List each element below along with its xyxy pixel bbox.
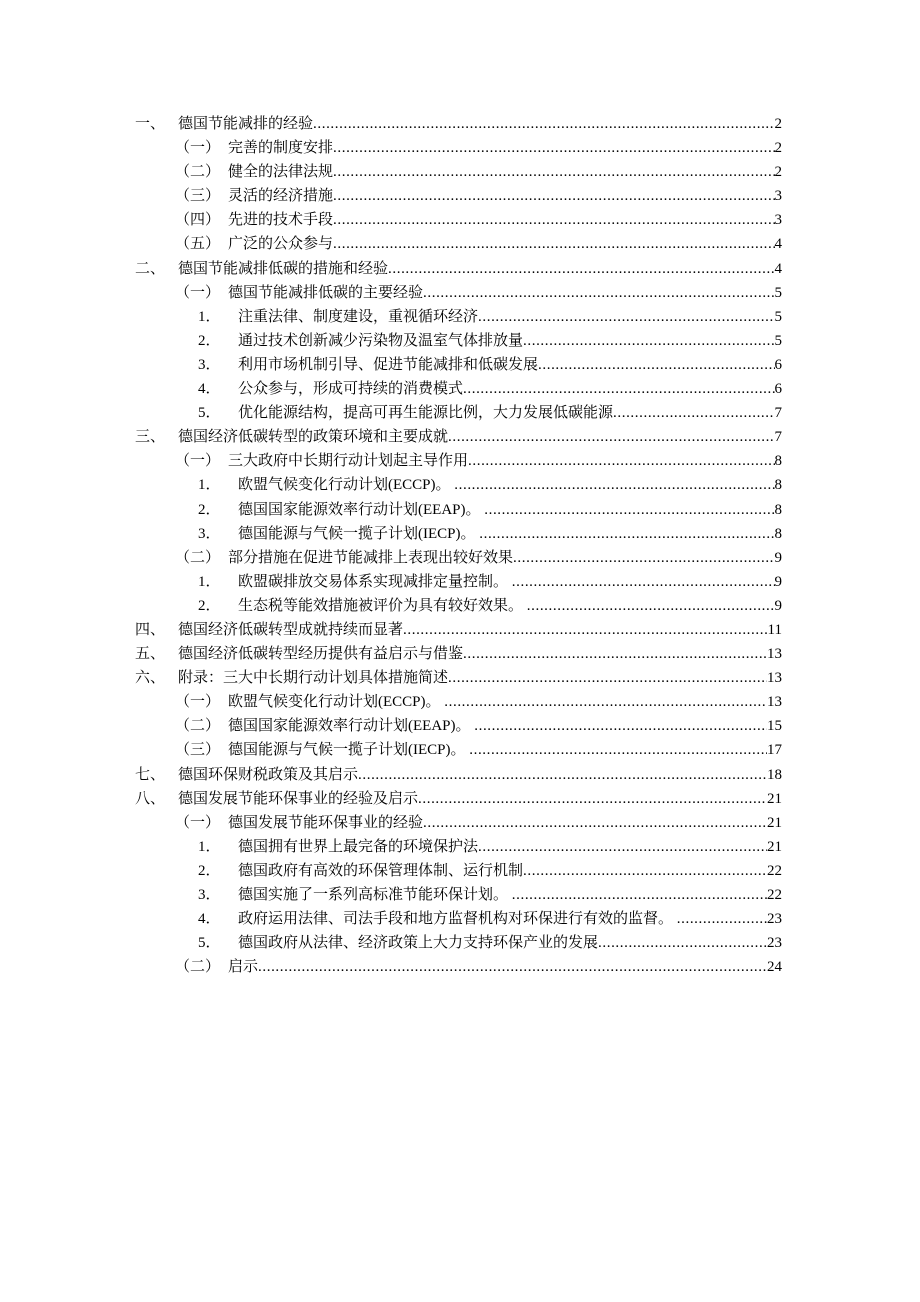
toc-entry[interactable] (0, 811, 920, 835)
toc-entry-number: 2． (198, 862, 221, 879)
toc-dot-leader (474, 714, 767, 738)
toc-entry-page-number: 7 (774, 405, 782, 422)
toc-entry[interactable] (0, 184, 920, 208)
toc-entry-number: 1． (198, 573, 221, 590)
toc-entry[interactable] (0, 208, 920, 232)
toc-entry-title: 德国拥有世界上最完备的环境保护法 (238, 838, 479, 855)
toc-entry-number: 二、 (135, 260, 166, 277)
toc-dot-leader (448, 666, 767, 690)
toc-dot-leader (527, 594, 775, 618)
toc-entry-title: 德国节能减排低碳的措施和经验 (178, 260, 389, 277)
toc-dot-leader (333, 232, 774, 256)
toc-entry-title: 德国国家能源效率行动计划(EEAP)。 (228, 718, 475, 735)
toc-entry[interactable] (0, 835, 920, 859)
toc-entry-page-number: 2 (774, 164, 782, 181)
toc-dot-leader (313, 112, 774, 136)
toc-entry-title: 优化能源结构，提高可再生能源比例，大力发展低碳能源 (238, 405, 614, 422)
toc-dot-leader (423, 281, 774, 305)
toc-entry[interactable] (0, 690, 920, 714)
toc-entry-number: 四、 (135, 621, 166, 638)
toc-entry-number: 5． (198, 405, 221, 422)
toc-entry-title: 德国发展节能环保事业的经验 (228, 814, 424, 831)
toc-dot-leader (598, 931, 767, 955)
toc-entry-page-number: 11 (767, 621, 782, 638)
toc-entry-title: 完善的制度安排 (228, 140, 334, 157)
toc-entry-number: 3． (198, 525, 221, 542)
toc-entry-page-number: 2 (774, 140, 782, 157)
toc-entry-page-number: 5 (774, 332, 782, 349)
toc-dot-leader (613, 401, 774, 425)
toc-entry-title: 德国国家能源效率行动计划(EEAP)。 (238, 501, 485, 518)
toc-entry[interactable] (0, 594, 920, 618)
toc-dot-leader (388, 257, 774, 281)
toc-entry-page-number: 17 (767, 742, 782, 759)
toc-entry-number: 2． (198, 501, 221, 518)
toc-entry[interactable] (0, 907, 920, 931)
toc-dot-leader (418, 787, 767, 811)
toc-entry[interactable] (0, 642, 920, 666)
toc-dot-leader (333, 184, 774, 208)
toc-entry-title: 德国环保财税政策及其启示 (178, 766, 359, 783)
toc-dot-leader (523, 329, 774, 353)
toc-entry[interactable] (0, 570, 920, 594)
toc-dot-leader (478, 305, 774, 329)
toc-entry-page-number: 4 (774, 260, 782, 277)
toc-dot-leader (463, 642, 767, 666)
toc-dot-leader (512, 883, 767, 907)
toc-entry-title: 生态税等能效措施被评价为具有较好效果。 (238, 597, 527, 614)
toc-entry-page-number: 22 (767, 887, 782, 903)
toc-entry[interactable] (0, 931, 920, 955)
toc-entry-page-number: 15 (767, 718, 782, 735)
toc-entry-number: 一、 (135, 116, 166, 132)
toc-dot-leader (468, 449, 774, 473)
toc-entry-page-number: 8 (774, 453, 782, 470)
toc-entry[interactable] (0, 859, 920, 883)
toc-entry-page-number: 23 (767, 911, 782, 928)
toc-entry-number: 4． (198, 911, 221, 928)
toc-entry-title: 利用市场机制引导、促进节能减排和低碳发展 (238, 356, 539, 373)
toc-entry-number: （五） (175, 236, 221, 253)
toc-entry-number: （一） (175, 814, 221, 831)
toc-entry[interactable] (0, 498, 920, 522)
toc-entry-page-number: 6 (774, 356, 782, 373)
toc-entry-number: （二） (175, 549, 221, 566)
toc-entry-number: （三） (175, 188, 221, 205)
toc-entry-page-number: 13 (767, 646, 782, 663)
toc-entry-number: （一） (175, 453, 221, 470)
toc-entry-number: （二） (175, 718, 221, 735)
toc-entry-page-number: 9 (774, 549, 782, 566)
toc-entry[interactable] (0, 160, 920, 184)
toc-dot-leader (513, 546, 774, 570)
toc-entry-title: 德国能源与气候一揽子计划(IECP)。 (228, 742, 470, 759)
toc-dot-leader (463, 377, 774, 401)
toc-entry-title: 先进的技术手段 (228, 212, 334, 229)
toc-entry-title: 通过技术创新减少污染物及温室气体排放量 (238, 332, 524, 349)
toc-dot-leader (512, 570, 775, 594)
toc-dot-leader (677, 907, 767, 931)
toc-entry[interactable] (0, 618, 920, 642)
toc-entry[interactable] (0, 136, 920, 160)
toc-entry-number: 3． (198, 356, 221, 373)
toc-entry[interactable] (0, 425, 920, 449)
toc-dot-leader (454, 473, 774, 497)
toc-dot-leader (333, 208, 774, 232)
toc-entry[interactable] (0, 787, 920, 811)
toc-dot-leader (538, 353, 774, 377)
toc-entry-page-number: 4 (774, 236, 782, 253)
toc-entry-number: 1． (198, 308, 221, 325)
toc-dot-leader (258, 955, 767, 979)
toc-entry-title: 灵活的经济措施 (228, 188, 334, 205)
toc-entry[interactable] (0, 522, 920, 546)
toc-entry-page-number: 21 (767, 838, 782, 855)
toc-entry[interactable] (0, 257, 920, 281)
toc-entry-number: 1． (198, 477, 221, 494)
toc-entry-title: 德国政府有高效的环保管理体制、运行机制 (238, 862, 524, 879)
toc-entry-page-number: 24 (767, 959, 782, 976)
toc-entry-number: 3． (198, 887, 221, 903)
toc-entry[interactable] (0, 401, 920, 425)
toc-entry[interactable] (0, 305, 920, 329)
toc-entry[interactable] (0, 377, 920, 401)
toc-entry-title: 附录：三大中长期行动计划具体措施简述 (178, 670, 449, 687)
toc-entry-title: 欧盟气候变化行动计划(ECCP)。 (228, 694, 445, 711)
toc-dot-leader (478, 835, 767, 859)
toc-entry-number: （二） (175, 164, 221, 181)
toc-entry-number: 2． (198, 332, 221, 349)
toc-entry-page-number: 3 (774, 212, 782, 229)
toc-entry-page-number: 5 (774, 284, 782, 301)
toc-entry-page-number: 8 (774, 525, 782, 542)
toc-dot-leader (469, 738, 767, 762)
toc-entry-number: 八、 (135, 790, 166, 807)
toc-entry-title: 公众参与，形成可持续的消费模式 (238, 381, 464, 398)
toc-entry-title: 德国节能减排低碳的主要经验 (228, 284, 424, 301)
toc-dot-leader (479, 522, 774, 546)
toc-entry-title: 启示 (228, 959, 259, 976)
toc-entry-number: （三） (175, 742, 221, 759)
toc-entry-number: （四） (175, 212, 221, 229)
toc-dot-leader (423, 811, 767, 835)
toc-entry[interactable] (0, 763, 920, 787)
toc-entry[interactable] (0, 112, 920, 136)
toc-dot-leader (333, 160, 774, 184)
toc-entry-title: 欧盟碳排放交易体系实现减排定量控制。 (238, 573, 512, 590)
toc-dot-leader (523, 859, 767, 883)
toc-dot-leader (333, 136, 774, 160)
toc-entry-page-number: 9 (774, 573, 782, 590)
toc-dot-leader (403, 618, 768, 642)
toc-entry-number: 三、 (135, 429, 166, 446)
toc-entry-page-number: 5 (774, 308, 782, 325)
toc-entry-title: 德国发展节能环保事业的经验及启示 (178, 790, 419, 807)
toc-entry-page-number: 21 (767, 790, 782, 807)
toc-entry[interactable] (0, 232, 920, 256)
toc-entry-number: 五、 (135, 646, 166, 663)
toc-entry-number: 4． (198, 381, 221, 398)
toc-entry[interactable] (0, 955, 920, 979)
toc-entry-page-number: 8 (774, 501, 782, 518)
toc-entry-page-number: 21 (767, 814, 782, 831)
toc-entry-title: 德国经济低碳转型成就持续而显著 (178, 621, 404, 638)
toc-entry-title: 德国节能减排的经验 (178, 116, 314, 132)
toc-entry-page-number: 6 (774, 381, 782, 398)
toc-entry-title: 德国实施了一系列高标准节能环保计划。 (238, 887, 512, 903)
toc-entry[interactable] (0, 281, 920, 305)
toc-entry-page-number: 13 (767, 694, 782, 711)
toc-entry-title: 健全的法律法规 (228, 164, 334, 181)
toc-entry-page-number: 22 (767, 862, 782, 879)
toc-entry-number: （一） (175, 694, 221, 711)
toc-entry-page-number: 18 (767, 766, 782, 783)
toc-entry[interactable] (0, 353, 920, 377)
toc-entry-number: 七、 (135, 766, 166, 783)
toc-entry-title: 注重法律、制度建设，重视循环经济 (238, 308, 479, 325)
toc-entry-number: 六、 (135, 670, 166, 687)
toc-entry-title: 德国经济低碳转型的政策环境和主要成就 (178, 429, 449, 446)
toc-entry-page-number: 9 (774, 597, 782, 614)
toc-entry[interactable] (0, 473, 920, 497)
toc-entry-title: 德国政府从法律、经济政策上大力支持环保产业的发展 (238, 935, 599, 952)
toc-entry-page-number: 7 (774, 429, 782, 446)
toc-entry[interactable] (0, 714, 920, 738)
toc-entry[interactable] (0, 738, 920, 762)
toc-dot-leader (484, 498, 774, 522)
toc-entry-number: 5． (198, 935, 221, 952)
toc-entry-page-number: 23 (767, 935, 782, 952)
toc-entry-number: 1． (198, 838, 221, 855)
toc-entry-page-number: 13 (767, 670, 782, 687)
toc-entry-title: 政府运用法律、司法手段和地方监督机构对环保进行有效的监督。 (238, 911, 677, 928)
toc-entry-number: （一） (175, 284, 221, 301)
toc-entry-title: 德国能源与气候一揽子计划(IECP)。 (238, 525, 480, 542)
toc-entry-title: 欧盟气候变化行动计划(ECCP)。 (238, 477, 455, 494)
toc-entry[interactable] (0, 329, 920, 353)
toc-entry-title: 部分措施在促进节能减排上表现出较好效果 (228, 549, 514, 566)
toc-entry[interactable] (0, 546, 920, 570)
toc-entry[interactable] (0, 449, 920, 473)
toc-entry-number: （一） (175, 140, 221, 157)
toc-entry[interactable] (0, 666, 920, 690)
toc-dot-leader (358, 763, 767, 787)
toc-dot-leader (444, 690, 767, 714)
toc-entry-page-number: 3 (774, 188, 782, 205)
toc-entry-title: 德国经济低碳转型经历提供有益启示与借鉴 (178, 646, 464, 663)
toc-entry-page-number: 2 (774, 116, 782, 132)
toc-entry-number: 2． (198, 597, 221, 614)
toc-entry-page-number: 8 (774, 477, 782, 494)
toc-entry-title: 三大政府中长期行动计划起主导作用 (228, 453, 469, 470)
toc-entry-title: 广泛的公众参与 (228, 236, 334, 253)
toc-entry[interactable] (0, 883, 920, 907)
toc-dot-leader (448, 425, 774, 449)
toc-entry-number: （二） (175, 959, 221, 976)
